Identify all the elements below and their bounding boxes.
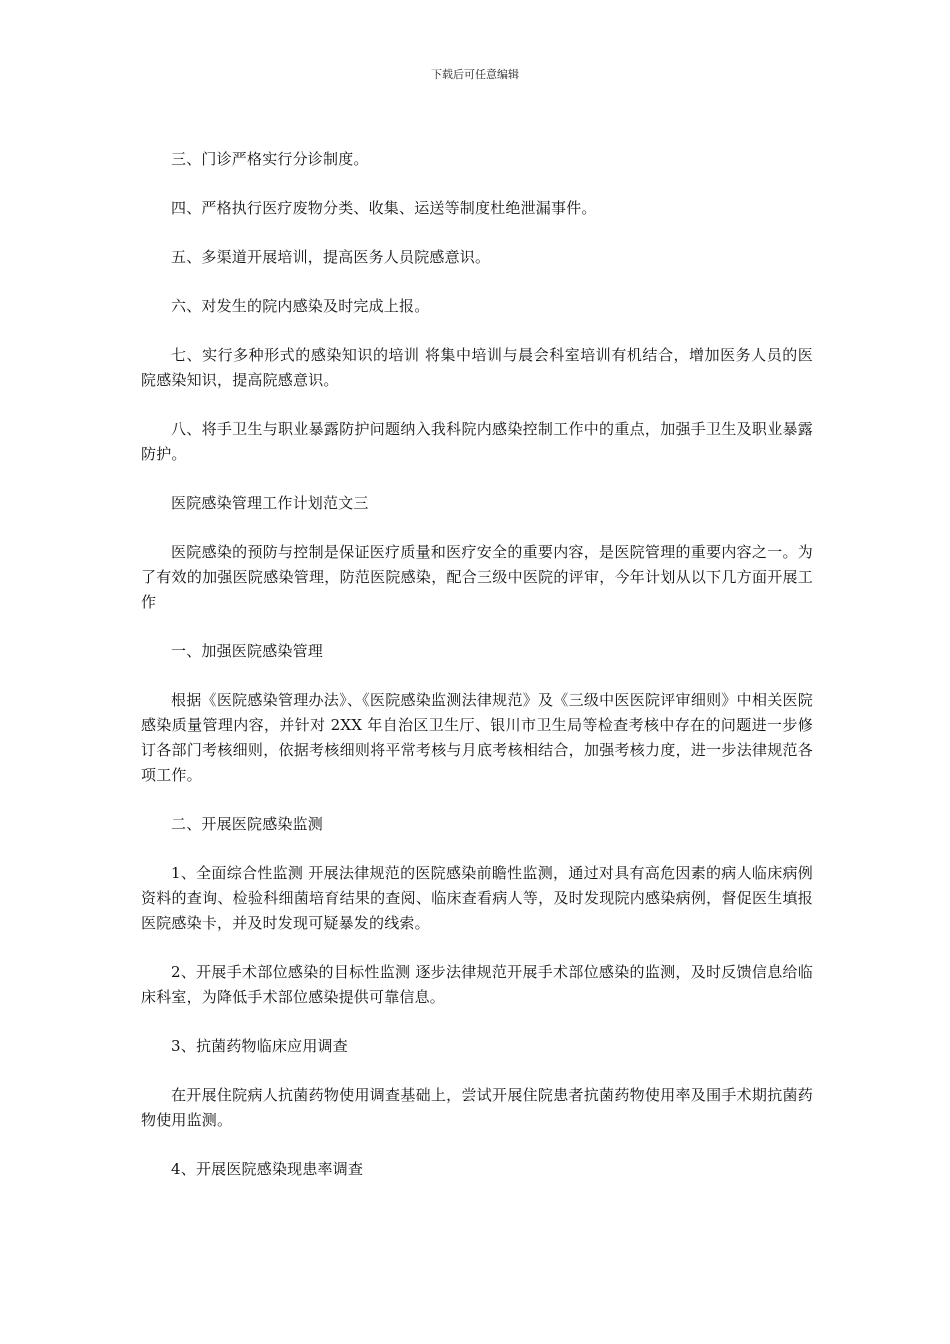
paragraph-regulations: 根据《医院感染管理办法》、《医院感染监测法律规范》及《三级中医医院评审细则》中相关医院感染质量管理内容，并针对 2XX 年自治区卫生厅、银川市卫生局等检查考核中存在的问题进一步修订各部门考核细则，依据考核细则将平常考核与月底考核相结合，加强考核力度，进一步法律规范各项工作。	[141, 691, 813, 784]
item-4-title: 4、开展医院感染现患率调查	[171, 1160, 364, 1178]
paragraph-6: 六、对发生的院内感染及时完成上报。	[171, 297, 430, 315]
paragraph-3: 三、门诊严格实行分诊制度。	[171, 150, 369, 168]
item-2: 2、开展手术部位感染的目标性监测 逐步法律规范开展手术部位感染的监测，及时反馈信息给临床科室，为降低手术部位感染提供可靠信息。	[141, 963, 813, 1006]
heading-1: 一、加强医院感染管理	[171, 642, 324, 660]
intro-paragraph: 医院感染的预防与控制是保证医疗质量和医疗安全的重要内容，是医院管理的重要内容之一。为了有效的加强医院感染管理，防范医院感染，配合三级中医院的评审，今年计划从以下几方面开展工作	[141, 543, 813, 611]
paragraph-4: 四、严格执行医疗废物分类、收集、运送等制度杜绝泄漏事件。	[171, 199, 597, 217]
item-3-body: 在开展住院病人抗菌药物使用调查基础上，尝试开展住院患者抗菌药物使用率及围手术期抗菌药物使用监测。	[141, 1086, 813, 1129]
paragraph-7: 七、实行多种形式的感染知识的培训 将集中培训与晨会科室培训有机结合，增加医务人员的医院感染知识，提高院感意识。	[141, 346, 813, 389]
paragraph-8: 八、将手卫生与职业暴露防护问题纳入我科院内感染控制工作中的重点，加强手卫生及职业暴露防护。	[141, 420, 813, 463]
item-3-title: 3、抗菌药物临床应用调查	[171, 1037, 348, 1055]
document-body	[141, 147, 813, 1206]
heading-2: 二、开展医院感染监测	[171, 815, 324, 833]
paragraph-5: 五、多渠道开展培训，提高医务人员院感意识。	[171, 248, 491, 266]
section-title: 医院感染管理工作计划范文三	[171, 494, 369, 512]
item-1: 1、全面综合性监测 开展法律规范的医院感染前瞻性监测，通过对具有高危因素的病人临床病例资料的查询、检验科细菌培育结果的查阅、临床查看病人等，及时发现院内感染病例，督促医生填报医院感染卡，并及时发现可疑暴发的线索。	[141, 864, 813, 932]
page-header: 下载后可任意编辑	[431, 68, 519, 81]
